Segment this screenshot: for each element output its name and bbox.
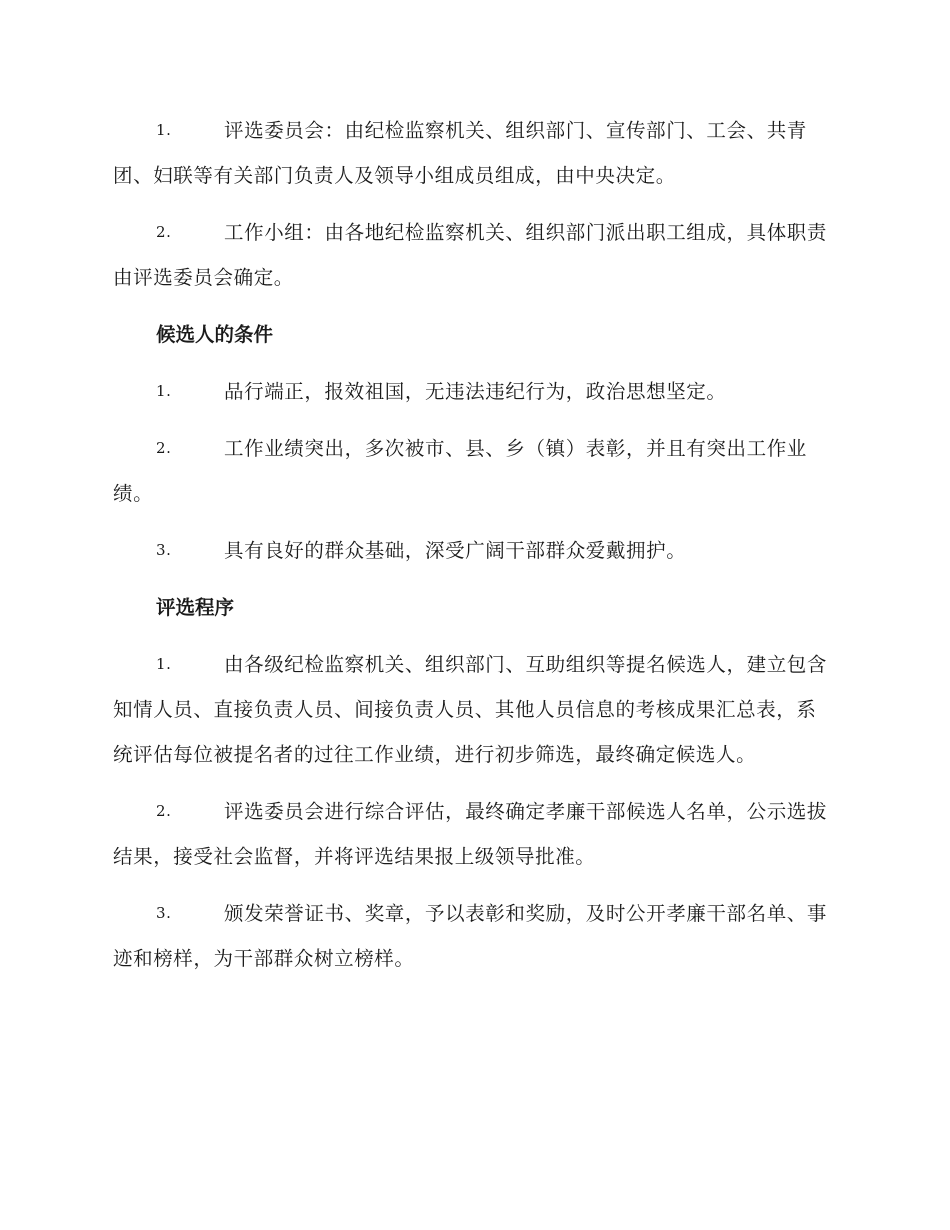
section-heading: 候选人的条件 — [156, 323, 274, 346]
list-item — [113, 369, 833, 414]
section-heading: 评选程序 — [156, 596, 235, 619]
list-item — [113, 528, 833, 573]
list-item-text: 评选委员会进行综合评估，最终确定孝廉干部候选人名单，公示选拔结果，接受社会监督，并将评选结果报上级领导批准。 — [113, 800, 828, 868]
list-number: 2. — [156, 802, 172, 820]
list-item-text: 品行端正，报效祖国，无违法违纪行为，政治思想坚定。 — [224, 380, 727, 403]
list-number: 2. — [156, 223, 172, 241]
list-item-text: 工作业绩突出，多次被市、县、乡（镇）表彰，并且有突出工作业绩。 — [113, 437, 807, 505]
list-item — [113, 789, 833, 879]
list-item-text: 具有良好的群众基础，深受广阔干部群众爱戴拥护。 — [224, 539, 687, 562]
list-number: 1. — [156, 655, 172, 673]
list-item-text: 评选委员会：由纪检监察机关、组织部门、宣传部门、工会、共青团、妇联等有关部门负责人及领导小组成员组成，由中央决定。 — [113, 119, 807, 187]
list-number: 3. — [156, 541, 172, 559]
list-item-text: 颁发荣誉证书、奖章，予以表彰和奖励，及时公开孝廉干部名单、事迹和榜样，为干部群众树立榜样。 — [113, 902, 828, 970]
list-item — [113, 891, 833, 981]
list-item-text: 由各级纪检监察机关、组织部门、互助组织等提名候选人，建立包含知情人员、直接负责人员、间接负责人员、其他人员信息的考核成果汇总表，系统评估每位被提名者的过往工作业绩，进行初步筛选，最终确定候选人。 — [113, 653, 828, 766]
list-item-text: 工作小组：由各地纪检监察机关、组织部门派出职工组成，具体职责由评选委员会确定。 — [113, 221, 828, 289]
list-item — [113, 108, 833, 198]
document-body — [113, 108, 833, 981]
list-number: 2. — [156, 439, 172, 457]
list-number: 3. — [156, 904, 172, 922]
list-number: 1. — [156, 121, 172, 139]
list-item — [113, 642, 833, 777]
list-item — [113, 426, 833, 516]
list-item — [113, 210, 833, 300]
list-number: 1. — [156, 382, 172, 400]
